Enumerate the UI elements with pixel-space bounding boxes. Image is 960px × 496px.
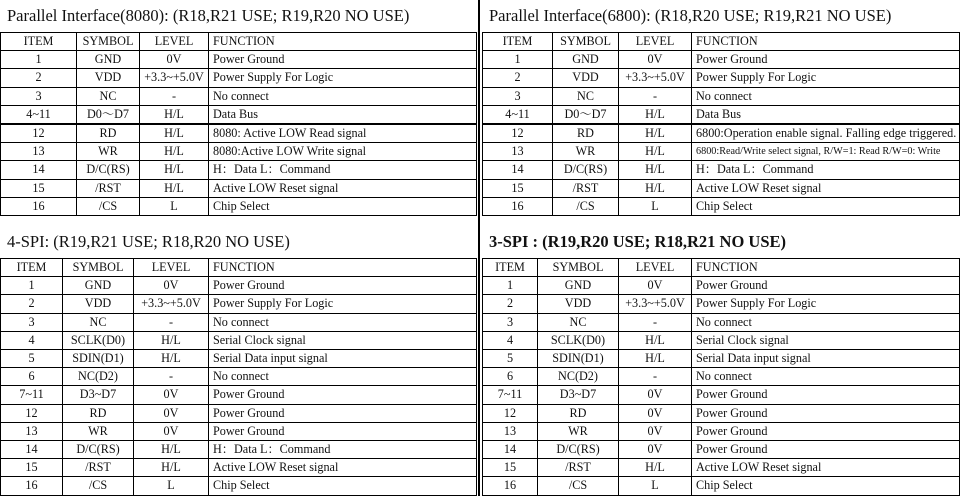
- table-row: [483, 331, 960, 349]
- header-symbol: SYMBOL: [77, 33, 140, 51]
- header-item: ITEM: [483, 259, 538, 277]
- pin-item: 16: [1, 197, 77, 215]
- pin-symbol: SCLK(D0): [63, 331, 134, 349]
- table-row: [483, 477, 960, 495]
- pin-function: No connect: [209, 368, 477, 386]
- pin-function: Power Ground: [209, 422, 477, 440]
- pin-function: Serial Data input signal: [209, 350, 477, 368]
- pin-symbol: /RST: [63, 459, 134, 477]
- pin-item: 6: [1, 368, 63, 386]
- pin-function: Data Bus: [692, 105, 960, 124]
- pin-function: No connect: [692, 87, 960, 105]
- pin-level: H/L: [619, 179, 692, 197]
- pin-symbol: D/C(RS): [63, 441, 134, 459]
- pin-level: 0V: [619, 51, 692, 69]
- table-row: [1, 313, 477, 331]
- pin-symbol: WR: [538, 422, 619, 440]
- pin-function: Chip Select: [209, 197, 477, 215]
- pin-function: 8080: Active LOW Read signal: [209, 124, 477, 143]
- pin-item: 4~11: [483, 105, 553, 124]
- header-level: LEVEL: [134, 259, 209, 277]
- pin-level: H/L: [134, 350, 209, 368]
- table-row: [483, 386, 960, 404]
- pin-level: -: [134, 368, 209, 386]
- pin-symbol: GND: [538, 277, 619, 295]
- pin-level: H/L: [619, 105, 692, 124]
- pin-function: Power Ground: [692, 441, 960, 459]
- pin-function: Chip Select: [692, 197, 960, 215]
- pin-item: 12: [1, 404, 63, 422]
- pin-symbol: /RST: [77, 179, 140, 197]
- pin-item: 2: [1, 69, 77, 87]
- table-row: [1, 295, 477, 313]
- pin-level: -: [619, 87, 692, 105]
- table-row: [1, 441, 477, 459]
- header-function: FUNCTION: [692, 259, 960, 277]
- pin-level: L: [619, 477, 692, 495]
- header-item: ITEM: [1, 33, 77, 51]
- pin-item: 13: [483, 422, 538, 440]
- header-function: FUNCTION: [209, 33, 477, 51]
- pin-symbol: D/C(RS): [77, 161, 140, 179]
- pin-level: 0V: [134, 386, 209, 404]
- pin-item: 13: [483, 143, 553, 161]
- table-row: [1, 368, 477, 386]
- table-row: [483, 124, 960, 143]
- pin-level: L: [140, 197, 209, 215]
- table-row: [1, 331, 477, 349]
- pin-symbol: WR: [77, 143, 140, 161]
- pin-table: [0, 32, 477, 216]
- pin-symbol: D3~D7: [63, 386, 134, 404]
- pin-function: H：Data L：Command: [209, 161, 477, 179]
- pin-item: 1: [1, 277, 63, 295]
- pin-function: Power Ground: [692, 277, 960, 295]
- pin-symbol: SDIN(D1): [538, 350, 619, 368]
- pin-level: -: [619, 313, 692, 331]
- pin-symbol: VDD: [77, 69, 140, 87]
- pin-level: 0V: [134, 404, 209, 422]
- pin-symbol: GND: [63, 277, 134, 295]
- pin-level: 0V: [619, 386, 692, 404]
- pin-level: H/L: [140, 124, 209, 143]
- pin-level: +3.3~+5.0V: [140, 69, 209, 87]
- header-symbol: SYMBOL: [538, 259, 619, 277]
- pin-function: Chip Select: [209, 477, 477, 495]
- pin-item: 5: [1, 350, 63, 368]
- pin-level: 0V: [134, 422, 209, 440]
- pin-function: Power Supply For Logic: [692, 295, 960, 313]
- pin-item: 2: [483, 295, 538, 313]
- pin-item: 14: [1, 441, 63, 459]
- table-row: [483, 441, 960, 459]
- table-row: [483, 368, 960, 386]
- pin-level: H/L: [619, 161, 692, 179]
- pin-function: Power Ground: [209, 386, 477, 404]
- pin-function: No connect: [692, 313, 960, 331]
- pin-level: H/L: [140, 105, 209, 124]
- pin-symbol: /CS: [538, 477, 619, 495]
- panel-3-spi: [482, 226, 960, 496]
- pin-item: 13: [1, 143, 77, 161]
- pin-level: H/L: [140, 161, 209, 179]
- pin-function: Power Ground: [692, 386, 960, 404]
- pin-symbol: RD: [77, 124, 140, 143]
- pin-table: [0, 258, 477, 496]
- pin-item: 3: [483, 313, 538, 331]
- pin-item: 3: [1, 313, 63, 331]
- pin-function: Power Supply For Logic: [209, 295, 477, 313]
- pin-item: 16: [1, 477, 63, 495]
- pin-function: 6800:Operation enable signal. Falling edge triggered.: [692, 124, 960, 143]
- table-row: [483, 105, 960, 124]
- pin-function: Serial Data input signal: [692, 350, 960, 368]
- panel-title: 3-SPI : (R19,R20 USE; R18,R21 NO USE): [489, 232, 787, 251]
- header-item: ITEM: [483, 33, 553, 51]
- pin-level: 0V: [619, 441, 692, 459]
- pin-symbol: SDIN(D1): [63, 350, 134, 368]
- panel-parallel-6800: [482, 0, 960, 216]
- pin-symbol: D/C(RS): [553, 161, 619, 179]
- pin-function: Active LOW Reset signal: [209, 179, 477, 197]
- pin-function: Power Ground: [692, 422, 960, 440]
- pin-item: 13: [1, 422, 63, 440]
- table-row: [1, 477, 477, 495]
- table-row: [483, 179, 960, 197]
- panel-title: 4-SPI: (R19,R21 USE; R18,R20 NO USE): [7, 232, 290, 251]
- pin-symbol: NC: [63, 313, 134, 331]
- header-function: FUNCTION: [209, 259, 477, 277]
- table-row: [483, 350, 960, 368]
- pin-symbol: D/C(RS): [538, 441, 619, 459]
- pin-function: H：Data L：Command: [692, 161, 960, 179]
- table-row: [1, 143, 477, 161]
- pin-function: H：Data L：Command: [209, 441, 477, 459]
- pin-level: 0V: [619, 277, 692, 295]
- table-row: [483, 51, 960, 69]
- pin-level: +3.3~+5.0V: [619, 69, 692, 87]
- pin-function: Chip Select: [692, 477, 960, 495]
- table-row: [1, 51, 477, 69]
- pin-level: +3.3~+5.0V: [619, 295, 692, 313]
- table-row: [483, 69, 960, 87]
- pin-item: 7~11: [483, 386, 538, 404]
- pin-symbol: VDD: [63, 295, 134, 313]
- pin-symbol: GND: [553, 51, 619, 69]
- pin-level: 0V: [619, 422, 692, 440]
- pin-symbol: RD: [63, 404, 134, 422]
- pin-symbol: VDD: [538, 295, 619, 313]
- pin-item: 2: [483, 69, 553, 87]
- panel-title: Parallel Interface(8080): (R18,R21 USE; R19,R20 NO USE): [7, 6, 410, 25]
- panel-title: Parallel Interface(6800): (R18,R20 USE; R19,R21 NO USE): [489, 6, 892, 25]
- table-row: [483, 313, 960, 331]
- pin-item: 4: [483, 331, 538, 349]
- table-row: [1, 350, 477, 368]
- pin-level: 0V: [140, 51, 209, 69]
- pin-function: Data Bus: [209, 105, 477, 124]
- table-row: [483, 197, 960, 215]
- panel-parallel-8080: [0, 0, 477, 216]
- pin-level: 0V: [134, 277, 209, 295]
- table-row: [1, 422, 477, 440]
- pin-symbol: NC(D2): [538, 368, 619, 386]
- table-row: [483, 143, 960, 161]
- table-row: [1, 277, 477, 295]
- pin-level: H/L: [134, 459, 209, 477]
- pin-item: 15: [483, 459, 538, 477]
- pin-item: 16: [483, 477, 538, 495]
- pin-level: H/L: [619, 143, 692, 161]
- pin-item: 4: [1, 331, 63, 349]
- pin-function: Active LOW Reset signal: [209, 459, 477, 477]
- pin-item: 15: [483, 179, 553, 197]
- pin-symbol: WR: [553, 143, 619, 161]
- column-divider: [478, 0, 480, 496]
- table-row: [1, 161, 477, 179]
- pin-level: L: [619, 197, 692, 215]
- pin-level: H/L: [619, 459, 692, 477]
- pin-symbol: NC: [553, 87, 619, 105]
- table-row: [483, 295, 960, 313]
- pin-symbol: VDD: [553, 69, 619, 87]
- pin-function: Power Ground: [692, 404, 960, 422]
- pin-symbol: GND: [77, 51, 140, 69]
- pin-symbol: NC: [77, 87, 140, 105]
- header-symbol: SYMBOL: [63, 259, 134, 277]
- pin-function: No connect: [692, 368, 960, 386]
- pin-function: Power Ground: [692, 51, 960, 69]
- pin-function: No connect: [209, 313, 477, 331]
- pin-item: 14: [483, 161, 553, 179]
- panel-4-spi: [0, 226, 477, 496]
- pin-item: 15: [1, 179, 77, 197]
- table-row: [483, 277, 960, 295]
- pin-function: Power Ground: [209, 51, 477, 69]
- header-item: ITEM: [1, 259, 63, 277]
- table-row: [1, 459, 477, 477]
- pin-symbol: /RST: [538, 459, 619, 477]
- pin-symbol: NC(D2): [63, 368, 134, 386]
- pin-item: 12: [1, 124, 77, 143]
- pin-function: No connect: [209, 87, 477, 105]
- pin-level: H/L: [140, 143, 209, 161]
- pin-function: Power Supply For Logic: [209, 69, 477, 87]
- header-function: FUNCTION: [692, 33, 960, 51]
- pin-item: 3: [1, 87, 77, 105]
- pin-table: [482, 258, 960, 496]
- pin-function: Power Ground: [209, 404, 477, 422]
- pin-function: Active LOW Reset signal: [692, 179, 960, 197]
- pin-symbol: NC: [538, 313, 619, 331]
- pin-item: 14: [1, 161, 77, 179]
- table-row: [1, 105, 477, 124]
- pin-function: Power Supply For Logic: [692, 69, 960, 87]
- pin-level: H/L: [134, 331, 209, 349]
- pin-item: 16: [483, 197, 553, 215]
- pin-level: H/L: [134, 441, 209, 459]
- pin-item: 1: [483, 51, 553, 69]
- header-row: [483, 259, 960, 277]
- table-row: [1, 69, 477, 87]
- pin-symbol: D3~D7: [538, 386, 619, 404]
- pin-symbol: SCLK(D0): [538, 331, 619, 349]
- pin-item: 1: [1, 51, 77, 69]
- pin-item: 3: [483, 87, 553, 105]
- pin-symbol: /CS: [77, 197, 140, 215]
- pin-item: 4~11: [1, 105, 77, 124]
- table-row: [1, 87, 477, 105]
- pin-symbol: RD: [538, 404, 619, 422]
- pin-item: 12: [483, 124, 553, 143]
- pin-item: 5: [483, 350, 538, 368]
- pin-symbol: WR: [63, 422, 134, 440]
- pin-item: 15: [1, 459, 63, 477]
- pin-symbol: /RST: [553, 179, 619, 197]
- pin-level: -: [134, 313, 209, 331]
- pin-item: 12: [483, 404, 538, 422]
- header-row: [483, 33, 960, 51]
- pin-item: 6: [483, 368, 538, 386]
- pin-level: +3.3~+5.0V: [134, 295, 209, 313]
- pin-function: Serial Clock signal: [692, 331, 960, 349]
- pin-symbol: D0～D7: [553, 105, 619, 124]
- pin-level: -: [619, 368, 692, 386]
- table-row: [483, 422, 960, 440]
- pin-level: H/L: [140, 179, 209, 197]
- pin-level: 0V: [619, 404, 692, 422]
- pin-item: 2: [1, 295, 63, 313]
- pin-function: 8080:Active LOW Write signal: [209, 143, 477, 161]
- table-row: [1, 386, 477, 404]
- pin-level: H/L: [619, 331, 692, 349]
- pin-level: H/L: [619, 350, 692, 368]
- pin-function: Active LOW Reset signal: [692, 459, 960, 477]
- pin-function: Power Ground: [209, 277, 477, 295]
- pin-symbol: D0～D7: [77, 105, 140, 124]
- table-row: [483, 87, 960, 105]
- table-row: [1, 404, 477, 422]
- pin-level: L: [134, 477, 209, 495]
- pin-level: -: [140, 87, 209, 105]
- header-symbol: SYMBOL: [553, 33, 619, 51]
- table-row: [1, 179, 477, 197]
- table-row: [483, 404, 960, 422]
- pin-symbol: RD: [553, 124, 619, 143]
- table-row: [483, 459, 960, 477]
- header-row: [1, 259, 477, 277]
- header-level: LEVEL: [619, 259, 692, 277]
- pin-symbol: /CS: [553, 197, 619, 215]
- pin-item: 14: [483, 441, 538, 459]
- pin-level: H/L: [619, 124, 692, 143]
- pin-table: [482, 32, 960, 216]
- table-row: [1, 124, 477, 143]
- pin-item: 1: [483, 277, 538, 295]
- header-row: [1, 33, 477, 51]
- table-row: [483, 161, 960, 179]
- table-row: [1, 197, 477, 215]
- pin-function: Serial Clock signal: [209, 331, 477, 349]
- header-level: LEVEL: [619, 33, 692, 51]
- pin-function: 6800:Read/Write select signal, R/W=1: Read R/W=0: Write: [692, 143, 960, 161]
- pin-symbol: /CS: [63, 477, 134, 495]
- pin-item: 7~11: [1, 386, 63, 404]
- header-level: LEVEL: [140, 33, 209, 51]
